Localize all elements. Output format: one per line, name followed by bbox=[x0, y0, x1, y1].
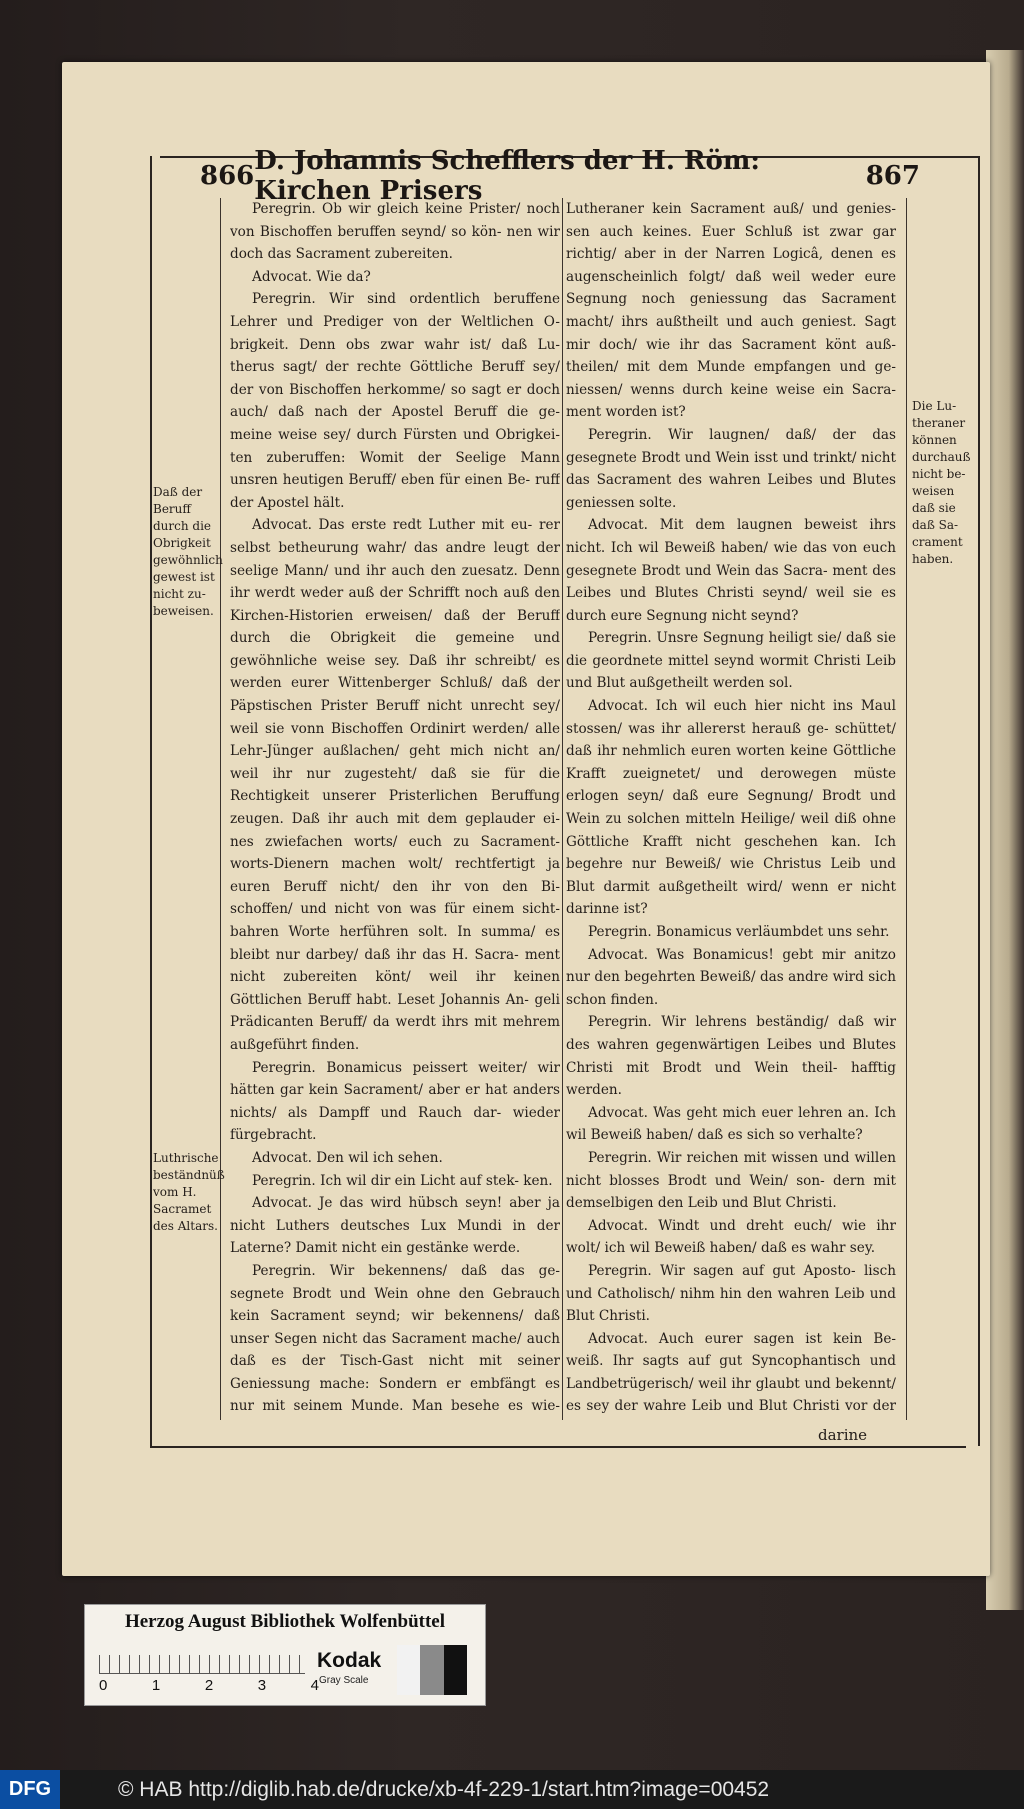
marginal-note: Die Lu- theraner können durchauß nicht be- weisen daß sie daß Sa- crament haben. bbox=[912, 399, 971, 566]
paragraph: Advocat. Windt und dreht euch/ wie ihr wolt/ ich wil Beweiß haben/ daß es wahr sey. bbox=[566, 1217, 896, 1257]
paragraph: Peregrin. Wir sagen auf gut Aposto- lisch und Catholisch/ nihm hin den wahren Leib und Blut Christi. bbox=[566, 1262, 896, 1325]
right-margin-rule bbox=[906, 198, 907, 1420]
dfg-logo: DFG bbox=[0, 1770, 60, 1809]
paragraph: Peregrin. Wir sind ordentlich beruffene Lehrer und Prediger von der Weltlichen O- brigkeit. Denn obs zwar wahr ist/ daß Lu- therus sagt/ der rechte Göttliche Beruff sey/ der von Bischoffen herkomme/ so sagt er doch auch/ daß nach der Apostel Beruff die ge- meine weise sey/ durch Fürsten und Obrigkei- ten zuberuffen: Womit der Seelige Mann unsren heutigen Beruff/ eben für einen Be- ruff der Apostel hält. bbox=[230, 291, 560, 511]
paragraph: Peregrin. Wir reichen mit wissen und willen nicht blosses Brodt und Wein/ son- dern mit demselbigen den Leib und Blut Christi. bbox=[566, 1149, 896, 1212]
ruler-number: 2 bbox=[204, 1677, 214, 1694]
paragraph: Advocat. Den wil ich sehen. bbox=[252, 1149, 443, 1166]
page-number-right: 867 bbox=[865, 161, 920, 191]
page-number-left: 866 bbox=[200, 161, 255, 191]
running-title: D. Johannis Schefflers der H. Röm: Kirchen Prisers bbox=[254, 146, 760, 206]
ruler-number: 0 bbox=[99, 1677, 108, 1694]
paragraph: Advocat. Was geht mich euer lehren an. Ich wil Beweiß haben/ daß es sich so verhalte? bbox=[566, 1104, 896, 1144]
library-name: Herzog August Bibliothek Wolfenbüttel bbox=[124, 1611, 446, 1632]
paragraph: Peregrin. Ob wir gleich keine Prister/ noch von Bischoffen beruffen seynd/ so kön- nen wir doch das Sacrament zubereiten. bbox=[230, 201, 560, 263]
ruler-number: 1 bbox=[151, 1677, 161, 1694]
paragraph: Advocat. Was Bonamicus! gebt mir anitzo nur den begehrten Beweiß/ das andre wird sich schon finden. bbox=[566, 946, 896, 1008]
next-page-edge bbox=[986, 50, 1024, 1610]
paragraph: Advocat. Mit dem laugnen beweist ihrs nicht. Ich wil Beweiß haben/ wie das von euch gesegnete Brodt und Wein das Sacra- ment des Leibes und Blutes Christi seynd/ weil sie es durch eure Segnung nicht seynd? bbox=[566, 517, 896, 624]
paragraph: Peregrin. Wir laugnen/ daß/ der das gesegnete Brodt und Wein isst und trinkt/ nicht das Sacrament des wahren Leibes und Blutes geniessen solte. bbox=[566, 426, 896, 511]
ruler-number: 3 bbox=[257, 1677, 267, 1694]
color-scale-card bbox=[84, 1604, 486, 1706]
paragraph: Peregrin. Unsre Segnung heiligt sie/ daß sie die geordnete mittel seynd wormit Christi Leib und Blut außgetheilt werden sol. bbox=[566, 630, 896, 692]
paragraph: Advocat. Wie da? bbox=[252, 268, 371, 285]
gray-swatches bbox=[397, 1645, 467, 1695]
kodak-logo: Kodak bbox=[317, 1649, 382, 1672]
column-divider bbox=[562, 198, 563, 1420]
paragraph: Advocat. Auch eurer sagen ist kein Be- weiß. Ihr sagts auf gut Syncophantisch und Landbetrügerisch/ weil ihr glaubt und bekennt/ es sey der wahre Leib und Blut Christi vor der bbox=[566, 1330, 896, 1415]
ruler-number: 4 bbox=[310, 1677, 319, 1694]
paragraph: Peregrin. Wir bekennens/ daß das ge- segnete Brodt und Wein ohne den Gebrauch kein Sacrament seynd; wir bekennens/ daß unser Segen nicht das Sacrament mache/ auch daß es der Tisch-Gast nicht mit seiner Geniessung mache: Sondern er embfängt es nur mit seinem Munde. Man besehe es wie- bbox=[230, 1262, 560, 1415]
ruler bbox=[99, 1655, 305, 1674]
paragraph: Peregrin. Ich wil dir ein Licht auf stek- ken. bbox=[252, 1172, 553, 1189]
ruler-numbers bbox=[99, 1677, 319, 1694]
left-margin-rule bbox=[220, 198, 221, 1420]
source-link[interactable]: © HAB http://diglib.hab.de/drucke/xb-4f-229-1/start.htm?image=00452 bbox=[118, 1777, 770, 1801]
text-column-left bbox=[230, 198, 560, 1420]
swatch-black bbox=[444, 1645, 467, 1695]
catchword: darine bbox=[818, 1426, 868, 1444]
swatch-white bbox=[397, 1645, 420, 1695]
paragraph: Advocat. Ich wil euch hier nicht ins Maul stossen/ was ihr allererst herauß ge- schüttet/ daß ihr nehmlich euren worten keine Göttliche Krafft zueignetet/ und derowegen müste erlogen seyn/ daß eure Segnung/ Brodt und Wein zu solchen mitteln Heilige/ weil diß ohne Göttliche Krafft nicht geschehen kan. Ich begehre nur Beweiß/ wie Christus Leib und Blut darmit außgetheilt wird/ wenn er nicht darinne ist? bbox=[566, 698, 896, 918]
swatch-gray bbox=[420, 1645, 443, 1695]
paragraph: Lutheraner kein Sacrament auß/ und genies- sen auch keines. Euer Schluß ist zwar gar richtig/ aber in der Narren Logicâ, denen es augenscheinlich folgt/ daß weil weder eure Segnung noch geniessung das Sacrament macht/ ihrs außtheilt und auch geniest. Sagt mir doch/ wie ihr das Sacrament könt auß- theilen/ mit dem Munde empfangen und ge- niessen/ wenns durch keine weise ein Sacra- ment worden ist? bbox=[566, 201, 896, 421]
paragraph: Peregrin. Wir lehrens beständig/ daß wir des wahren gegenwärtigen Leibes und Blutes Christi mit Brodt und Wein theil- hafftig werden. bbox=[566, 1014, 896, 1099]
footer-rule bbox=[150, 1446, 966, 1448]
paragraph: Peregrin. Bonamicus peissert weiter/ wir hätten gar kein Sacrament/ aber er hat anders nichts/ als Dampff und Rauch dar- wieder fürgebracht. bbox=[230, 1059, 560, 1144]
marginal-note: Daß der Beruff durch die Obrigkeit gewöhnlich gewest ist nicht zu- beweisen. bbox=[153, 485, 223, 618]
footer-bar bbox=[0, 1770, 1024, 1809]
gray-scale-label: Gray Scale bbox=[319, 1675, 369, 1686]
paragraph: Peregrin. Bonamicus verläumbdet uns sehr. bbox=[588, 924, 890, 940]
paragraph: Advocat. Das erste redt Luther mit eu- rer selbst betheurung wahr/ das andre leugt der seelige Mann/ und ihr auch den zuesatz. Denn ihr werdt weder auß der Schrifft noch auß den Kirchen-Historien erweisen/ daß der Beruff durch die Obrigkeit die gemeine und gewöhnliche weise sey. Daß ihr schreibt/ es werden eurer Wittenberger Schluß/ daß der Päpstischen Prister Beruff nicht unrecht sey/ weil sie vonn Bischoffen Ordinirt werden/ alle Lehr-Jünger außlachen/ geht mich nicht an/ weil ihr nur zugesteht/ daß sie für die Rechtigkeit unserer Pristerlichen Beruffung zeugen. Daß ihr auch mit dem geplauder ei- nes zwiefachen worts/ euch zu Sacrament- worts-Dienern machen wolt/ rechtfertigt ja euren Beruff nicht/ den ihr von den Bi- schoffen/ und nicht von was für einem sicht- bahren Worte herführen solt. In summa/ es bleibt nur darbey/ daß ihr das H. Sacra- ment nicht zubereiten könt/ weil ihr keinen Göttlichen Beruff habt. Leset Johannis An- geli Prädicanten Beruff/ da werdt ihrs mit mehrem außgeführt finden. bbox=[230, 517, 560, 1053]
marginal-note: Luthrische beständnüß vom H. Sacramet des Altars. bbox=[153, 1151, 225, 1233]
running-header bbox=[200, 146, 920, 206]
paragraph: Advocat. Je das wird hübsch seyn! aber ja nicht Luthers deutsches Lux Mundi in der Laterne? Damit nicht ein gestänke werde. bbox=[230, 1195, 560, 1257]
text-column-right bbox=[566, 198, 896, 1420]
